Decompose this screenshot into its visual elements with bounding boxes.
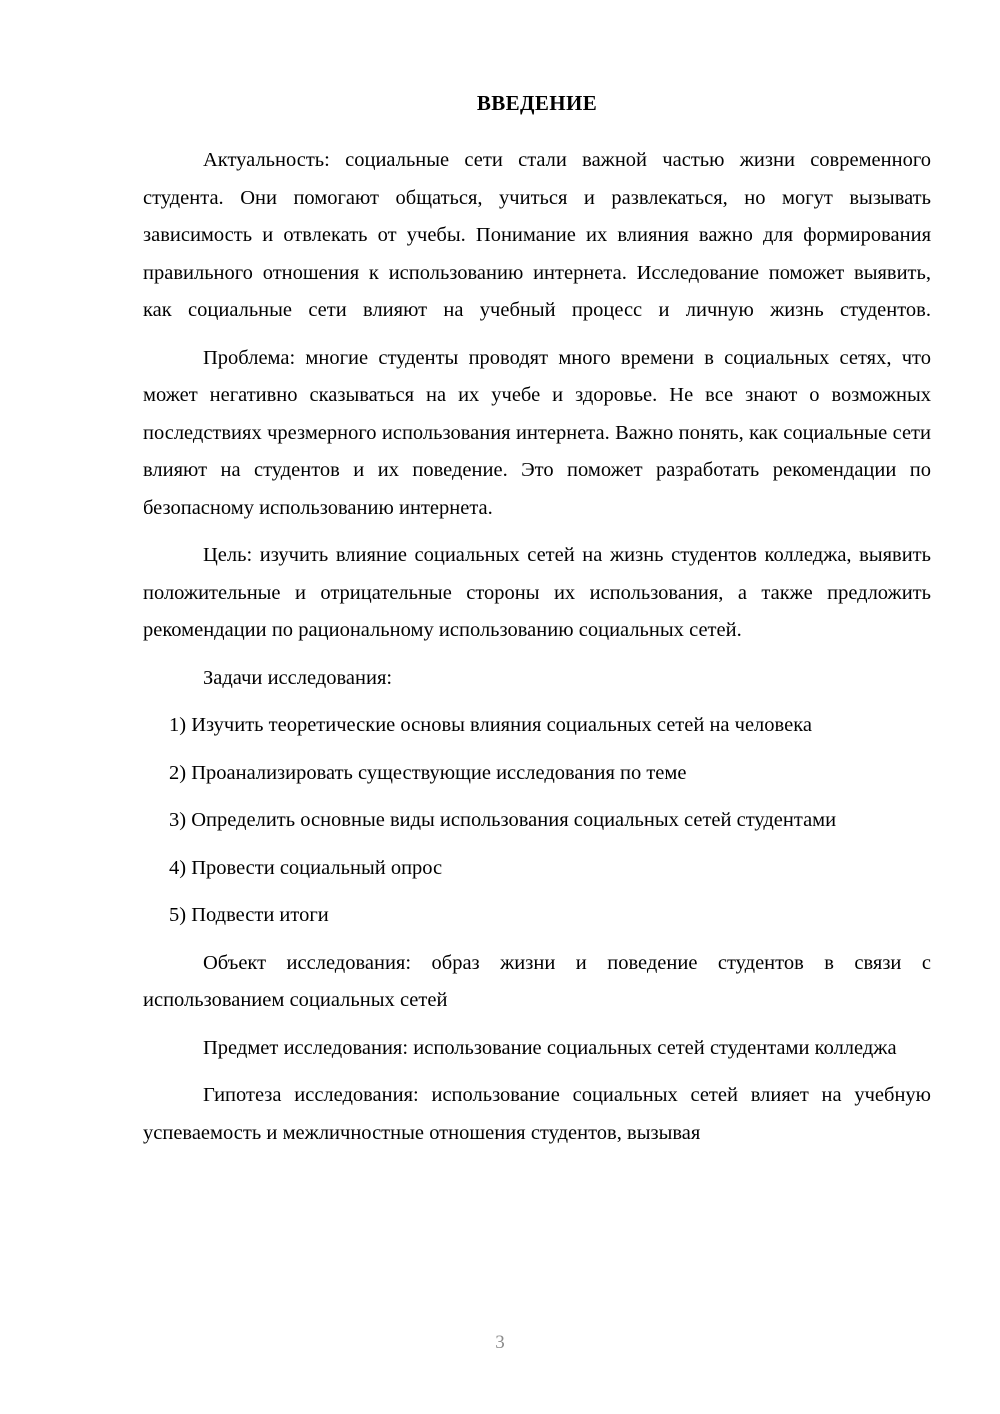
- task-item-2: 2) Проанализировать существующие исследования по теме: [169, 761, 687, 784]
- paragraph-hypothesis: Гипотеза исследования: использование социальных сетей влияет на учебную успеваемость и межличностные отношения студентов, вызывая: [143, 1084, 931, 1144]
- task-item-1: 1) Изучить теоретические основы влияния социальных сетей на человека: [169, 714, 812, 737]
- paragraph-problem: Проблема: многие студенты проводят много времени в социальных сетях, что может негативно сказываться на их учебе и здоровье. Не все знают о возможных последствиях чрезмерного использования интернета. Важно понять, как социальные сети влияют на студентов и их поведение. Это поможет разработать рекомендации по безопасному использованию интернета.: [143, 346, 931, 519]
- task-item-5: 5) Подвести итоги: [169, 904, 329, 927]
- paragraph-subject: Предмет исследования: использование социальных сетей студентами колледжа: [203, 1036, 897, 1059]
- page-number: 3: [495, 1332, 505, 1353]
- task-item-4: 4) Провести социальный опрос: [169, 856, 443, 879]
- document-content: [143, 90, 931, 1162]
- paragraph-tasks-heading: Задачи исследования:: [203, 666, 393, 689]
- task-item-3: 3) Определить основные виды использования социальных сетей студентами: [169, 809, 837, 832]
- paragraph-object: Объект исследования: образ жизни и поведение студентов в связи с использованием социальных сетей: [143, 951, 931, 1012]
- page-title: ВВЕДЕНИЕ: [476, 91, 598, 115]
- paragraph-relevance: Актуальность: социальные сети стали важной частью жизни современного студента. Они помогают общаться, учиться и развлекаться, но могут вызывать зависимость и отвлекать от учебы. Понимание их влияния важно для формирования правильного отношения к использованию интернета. Исследование поможет выявить, как социальные сети влияют на учебный процесс и личную жизнь студентов.: [143, 149, 931, 322]
- paragraph-goal: Цель: изучить влияние социальных сетей на жизнь студентов колледжа, выявить положительные и отрицательные стороны их использования, а также предложить рекомендации по рациональному использованию социальных сетей.: [143, 544, 931, 642]
